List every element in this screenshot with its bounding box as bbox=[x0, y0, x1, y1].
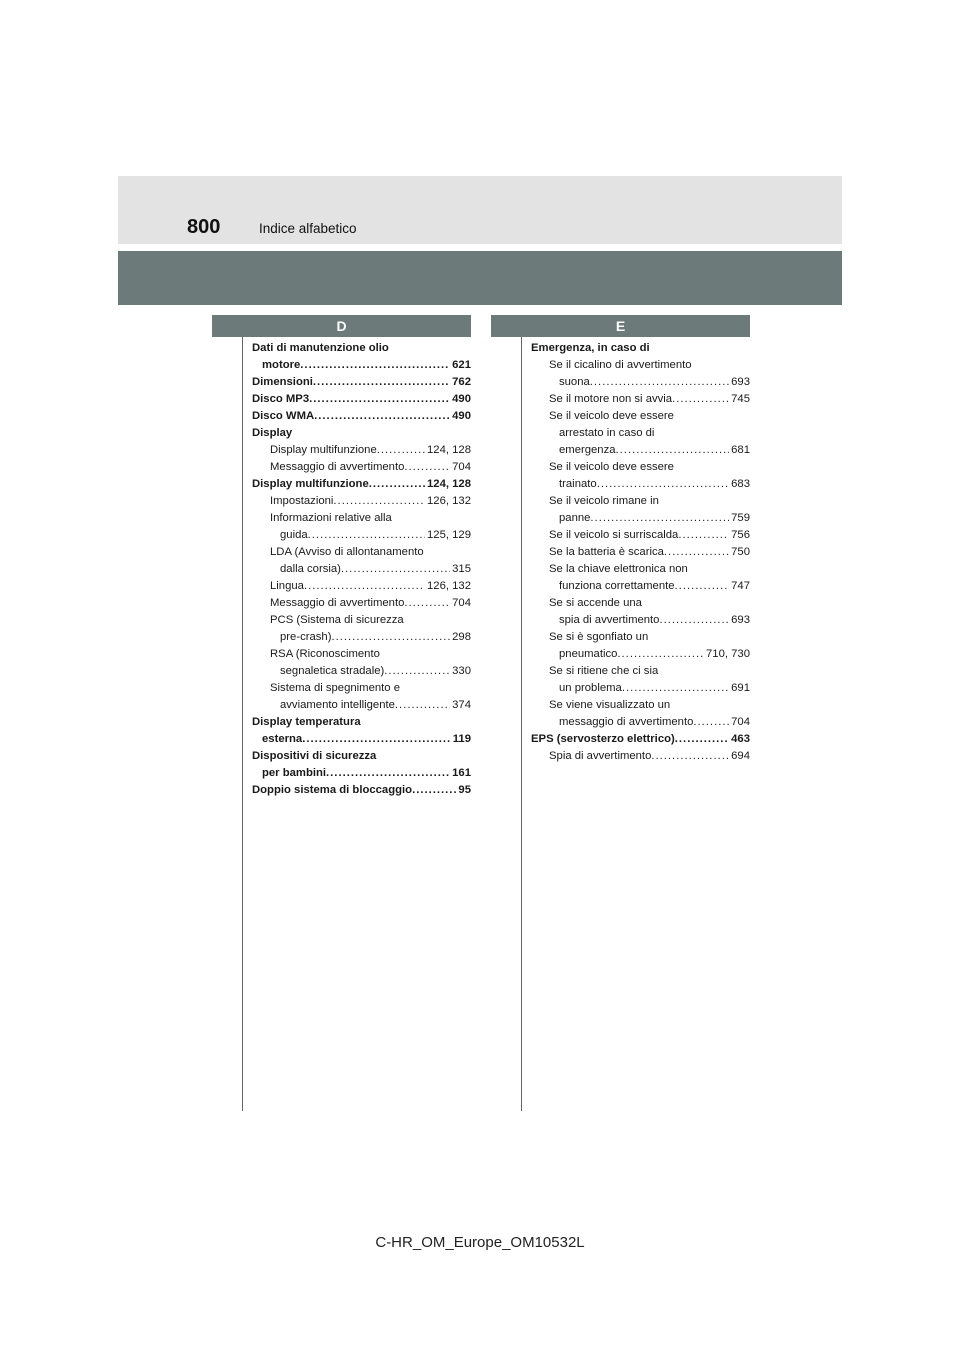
index-entry bbox=[252, 680, 471, 697]
dot-leader bbox=[590, 510, 729, 527]
index-entry bbox=[531, 612, 750, 629]
index-entry-text: Disco WMA bbox=[252, 410, 315, 422]
index-entry-page: 330 bbox=[452, 665, 471, 677]
index-entry-text: Dispositivi di sicurezza bbox=[252, 750, 377, 762]
page-number: 800 bbox=[187, 216, 221, 238]
dot-leader bbox=[404, 459, 450, 476]
index-entry-text: messaggio di avvertimento bbox=[559, 716, 694, 728]
index-entry bbox=[531, 714, 750, 731]
dot-leader bbox=[300, 357, 450, 374]
index-entry-text: Se si accende una bbox=[549, 597, 642, 609]
index-entry-text: motore bbox=[262, 359, 301, 371]
index-entry-text: panne bbox=[559, 512, 591, 524]
index-entry bbox=[531, 493, 750, 510]
index-entry-text: arrestato in caso di bbox=[559, 427, 655, 439]
dot-leader bbox=[384, 663, 450, 680]
index-entry bbox=[252, 510, 471, 527]
index-entry-page: 683 bbox=[731, 478, 750, 490]
index-entry bbox=[252, 731, 471, 748]
index-entry bbox=[252, 714, 471, 731]
document-footer: C-HR_OM_Europe_OM10532L bbox=[375, 1234, 585, 1251]
index-entry bbox=[252, 459, 471, 476]
dot-leader bbox=[377, 442, 425, 459]
index-entry bbox=[252, 748, 471, 765]
index-entry-text: Se il veicolo rimane in bbox=[549, 495, 659, 507]
index-entry-text: Emergenza, in caso di bbox=[531, 342, 650, 354]
index-entry bbox=[252, 544, 471, 561]
index-entry bbox=[531, 748, 750, 765]
index-entry-text: Dati di manutenzione olio bbox=[252, 342, 389, 354]
index-entry-page: 704 bbox=[452, 597, 471, 609]
index-entry-page: 119 bbox=[452, 733, 471, 745]
index-entry-text: emergenza bbox=[559, 444, 616, 456]
dot-leader bbox=[693, 714, 729, 731]
index-entry bbox=[531, 425, 750, 442]
index-entry bbox=[531, 459, 750, 476]
index-entry-text: Se il cicalino di avvertimento bbox=[549, 359, 692, 371]
index-entry-page: 694 bbox=[731, 750, 750, 762]
index-entry bbox=[252, 697, 471, 714]
index-entry bbox=[531, 646, 750, 663]
index-entry-page: 374 bbox=[452, 699, 471, 711]
index-entry bbox=[252, 425, 471, 442]
dot-leader bbox=[313, 374, 450, 391]
index-entry-page: 124, 128 bbox=[427, 478, 471, 490]
dot-leader bbox=[590, 374, 729, 391]
index-entry-text: Display bbox=[252, 427, 293, 439]
section-header-d: D bbox=[212, 315, 471, 337]
index-entry-text: Se si ritiene che ci sia bbox=[549, 665, 659, 677]
dot-leader bbox=[675, 731, 729, 748]
index-entry bbox=[252, 782, 471, 799]
index-entry-page: 750 bbox=[731, 546, 750, 558]
index-entry-text: PCS (Sistema di sicurezza bbox=[270, 614, 404, 626]
dot-leader bbox=[617, 646, 704, 663]
index-entry-text: Disco MP3 bbox=[252, 393, 310, 405]
index-entry bbox=[252, 646, 471, 663]
index-entry bbox=[252, 629, 471, 646]
index-entry-text: un problema bbox=[559, 682, 622, 694]
index-entry-page: 745 bbox=[731, 393, 750, 405]
index-entry-text: Display multifunzione bbox=[252, 478, 369, 490]
index-entry-text: pre-crash) bbox=[280, 631, 332, 643]
section-header-e: E bbox=[491, 315, 750, 337]
index-entry bbox=[252, 765, 471, 782]
index-entry-page: 759 bbox=[731, 512, 750, 524]
index-entry-text: esterna bbox=[262, 733, 303, 745]
index-entry-page: 161 bbox=[452, 767, 471, 779]
index-entry bbox=[252, 442, 471, 459]
index-entry-page: 681 bbox=[731, 444, 750, 456]
dot-leader bbox=[395, 697, 450, 714]
index-entry-text: Messaggio di avvertimento bbox=[270, 461, 405, 473]
index-entry bbox=[252, 612, 471, 629]
index-entry-page: 298 bbox=[452, 631, 471, 643]
index-column-e bbox=[531, 340, 750, 765]
index-entry-page: 124, 128 bbox=[427, 444, 471, 456]
index-entry-text: spia di avvertimento bbox=[559, 614, 660, 626]
index-entry bbox=[252, 340, 471, 357]
index-entry-text: Impostazioni bbox=[270, 495, 334, 507]
index-entry-page: 747 bbox=[731, 580, 750, 592]
index-entry bbox=[531, 663, 750, 680]
index-entry-text: funziona correttamente bbox=[559, 580, 675, 592]
index-entry-page: 693 bbox=[731, 614, 750, 626]
index-entry-page: 704 bbox=[452, 461, 471, 473]
index-entry bbox=[252, 527, 471, 544]
dot-leader bbox=[412, 782, 456, 799]
index-entry-text: Se viene visualizzato un bbox=[549, 699, 671, 711]
index-entry-text: Sistema di spegnimento e bbox=[270, 682, 400, 694]
index-entry bbox=[252, 357, 471, 374]
dot-leader bbox=[659, 612, 729, 629]
index-entry-page: 125, 129 bbox=[427, 529, 471, 541]
dot-leader bbox=[341, 561, 450, 578]
dot-leader bbox=[326, 765, 450, 782]
index-entry-page: 756 bbox=[731, 529, 750, 541]
index-entry bbox=[531, 374, 750, 391]
dot-leader bbox=[675, 578, 730, 595]
index-entry-page: 490 bbox=[452, 393, 471, 405]
index-entry bbox=[531, 357, 750, 374]
index-entry bbox=[252, 476, 471, 493]
index-entry-text: Se il veicolo deve essere bbox=[549, 410, 674, 422]
index-entry-page: 315 bbox=[452, 563, 471, 575]
index-entry-text: Se si è sgonfiato un bbox=[549, 631, 649, 643]
index-entry bbox=[531, 680, 750, 697]
index-entry-page: 490 bbox=[452, 410, 471, 422]
index-entry-text: Spia di avvertimento bbox=[549, 750, 652, 762]
index-entry bbox=[531, 527, 750, 544]
index-entry-text: Se la batteria è scarica bbox=[549, 546, 664, 558]
dot-leader bbox=[672, 391, 729, 408]
index-entry bbox=[252, 391, 471, 408]
header-band bbox=[118, 176, 842, 244]
dot-leader bbox=[616, 442, 730, 459]
index-entry bbox=[531, 442, 750, 459]
index-entry-text: Messaggio di avvertimento bbox=[270, 597, 405, 609]
index-entry-page: 126, 132 bbox=[427, 495, 471, 507]
index-entry-page: 762 bbox=[452, 376, 471, 388]
index-entry-page: 95 bbox=[458, 784, 471, 796]
index-entry bbox=[531, 578, 750, 595]
page-title: Indice alfabetico bbox=[259, 221, 357, 236]
dot-leader bbox=[651, 748, 729, 765]
index-entry bbox=[531, 561, 750, 578]
index-entry bbox=[252, 663, 471, 680]
dot-leader bbox=[304, 578, 425, 595]
index-entry bbox=[252, 561, 471, 578]
index-entry-text: guida bbox=[280, 529, 308, 541]
index-entry-text: Se il motore non si avvia bbox=[549, 393, 673, 405]
column-divider-left bbox=[242, 337, 243, 1111]
index-entry bbox=[531, 544, 750, 561]
index-entry bbox=[252, 374, 471, 391]
dot-leader bbox=[331, 629, 450, 646]
index-entry-text: LDA (Avviso di allontanamento bbox=[270, 546, 424, 558]
header-dark-band bbox=[118, 251, 842, 305]
index-column-d bbox=[252, 340, 471, 799]
index-entry-text: Se il veicolo si surriscalda bbox=[549, 529, 679, 541]
index-entry-text: segnaletica stradale) bbox=[280, 665, 385, 677]
index-entry bbox=[252, 408, 471, 425]
index-entry-text: Display multifunzione bbox=[270, 444, 377, 456]
index-entry bbox=[252, 595, 471, 612]
index-entry-text: trainato bbox=[559, 478, 597, 490]
index-entry bbox=[531, 408, 750, 425]
dot-leader bbox=[309, 391, 450, 408]
index-entry-text: Doppio sistema di bloccaggio bbox=[252, 784, 413, 796]
index-entry-page: 463 bbox=[731, 733, 750, 745]
dot-leader bbox=[369, 476, 425, 493]
column-divider-right bbox=[521, 337, 522, 1111]
index-entry bbox=[252, 578, 471, 595]
dot-leader bbox=[622, 680, 729, 697]
index-entry-text: Display temperatura bbox=[252, 716, 361, 728]
index-entry-page: 693 bbox=[731, 376, 750, 388]
index-entry-text: Dimensioni bbox=[252, 376, 313, 388]
index-entry-text: suona bbox=[559, 376, 590, 388]
index-entry bbox=[531, 510, 750, 527]
index-entry bbox=[531, 731, 750, 748]
dot-leader bbox=[302, 731, 451, 748]
dot-leader bbox=[664, 544, 729, 561]
index-entry-text: avviamento intelligente bbox=[280, 699, 395, 711]
index-entry-text: Informazioni relative alla bbox=[270, 512, 392, 524]
index-entry bbox=[531, 340, 750, 357]
index-entry bbox=[531, 391, 750, 408]
dot-leader bbox=[678, 527, 729, 544]
index-entry-page: 126, 132 bbox=[427, 580, 471, 592]
index-entry-page: 710, 730 bbox=[706, 648, 750, 660]
index-entry-text: Lingua bbox=[270, 580, 304, 592]
dot-leader bbox=[404, 595, 450, 612]
index-entry-text: Se la chiave elettronica non bbox=[549, 563, 688, 575]
index-entry bbox=[531, 595, 750, 612]
index-entry-text: pneumatico bbox=[559, 648, 618, 660]
index-entry-text: RSA (Riconoscimento bbox=[270, 648, 380, 660]
index-entry-text: dalla corsia) bbox=[280, 563, 341, 575]
index-entry-page: 691 bbox=[731, 682, 750, 694]
index-entry-text: per bambini bbox=[262, 767, 327, 779]
index-entry bbox=[531, 629, 750, 646]
index-entry bbox=[531, 476, 750, 493]
dot-leader bbox=[308, 527, 425, 544]
index-entry-text: Se il veicolo deve essere bbox=[549, 461, 674, 473]
dot-leader bbox=[597, 476, 729, 493]
dot-leader bbox=[314, 408, 450, 425]
index-entry bbox=[531, 697, 750, 714]
index-entry bbox=[252, 493, 471, 510]
dot-leader bbox=[333, 493, 425, 510]
index-entry-text: EPS (servosterzo elettrico) bbox=[531, 733, 675, 745]
index-entry-page: 621 bbox=[452, 359, 471, 371]
index-entry-page: 704 bbox=[731, 716, 750, 728]
